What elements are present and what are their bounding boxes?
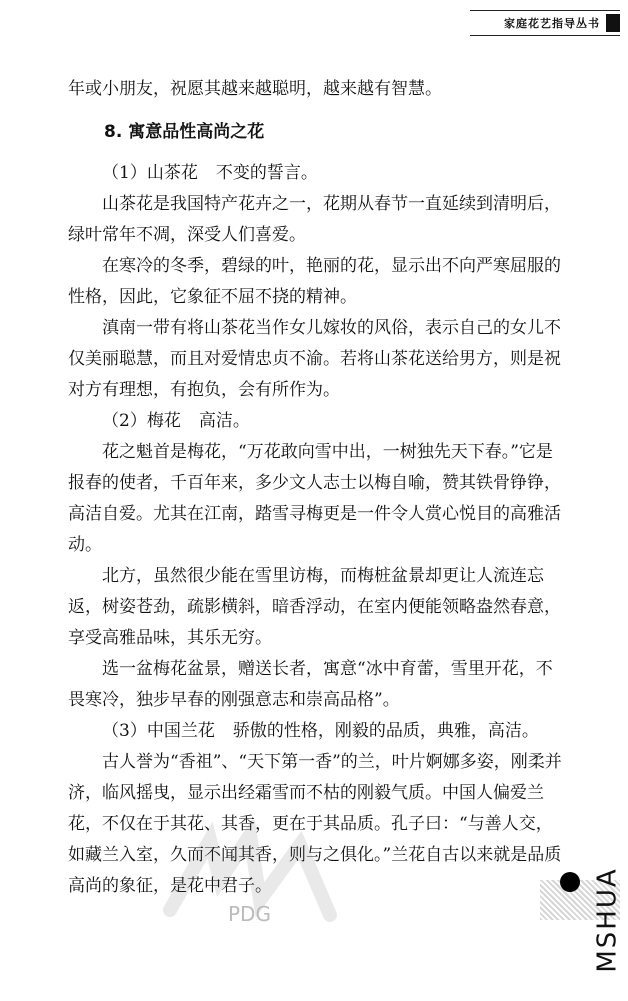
- paragraph: 古人誉为“香祖”、“天下第一香”的兰，叶片婀娜多姿，刚柔并济，临风摇曳，显示出经霜雪而不枯的刚毅气质。中国人偏爱兰花，不仅在于其花、其香，更在于其品质。孔子曰：“与善人交，如藏兰入室，久而不闻其香，则与之俱化。”兰花自古以来就是品质高尚的象征，是花中君子。: [68, 752, 562, 896]
- item-heading-orchid: [68, 716, 568, 747]
- scan-mark-text: MSHUA: [593, 867, 623, 973]
- item-label: （1）山茶花: [102, 163, 198, 183]
- item-heading-camellia: [68, 158, 568, 189]
- paragraph: 选一盆梅花盆景，赠送长者，寓意“冰中育蕾，雪里开花，不畏寒冷，独步早春的刚强意志和崇高品格”。: [68, 659, 553, 710]
- scan-mark: [588, 840, 628, 1000]
- page-body: [68, 74, 568, 902]
- series-title: 家庭花艺指导丛书: [504, 17, 600, 30]
- section-heading: 8. 寓意品性高尚之花: [104, 122, 265, 142]
- watermark-text: PDG: [228, 902, 271, 926]
- item-label: （3）中国兰花: [102, 721, 215, 741]
- page-marker-dot: [560, 872, 580, 892]
- paragraph: 北方，虽然很少能在雪里访梅，而梅桩盆景却更让人流连忘返，树姿苍劲，疏影横斜，暗香浮动，在室内便能领略盎然春意，享受高雅品味，其乐无穷。: [68, 566, 561, 648]
- item-meaning: 高洁。: [198, 411, 250, 431]
- item-label: （2）梅花: [102, 411, 181, 431]
- paragraph: 滇南一带有将山茶花当作女儿嫁妆的风俗，表示自己的女儿不仅美丽聪慧，而且对爱情忠贞不渝。若将山茶花送给男方，则是祝对方有理想，有抱负，会有所作为。: [68, 318, 561, 400]
- item-meaning: 不变的誓言。: [215, 163, 318, 183]
- paragraph: 在寒冷的冬季，碧绿的叶，艳丽的花，显示出不向严寒屈服的性格，因此，它象征不屈不挠的精神。: [68, 256, 561, 307]
- paragraph: 花之魁首是梅花，“万花敢向雪中出，一树独先天下春。”它是报春的使者，千百年来，多少文人志士以梅自喻，赞其铁骨铮铮，高洁自爱。尤其在江南，踏雪寻梅更是一件令人赏心悦目的高雅活动。: [68, 442, 561, 555]
- series-header: [470, 10, 620, 36]
- header-tab-block: [606, 14, 620, 32]
- item-heading-plum: [68, 406, 568, 437]
- item-meaning: 骄傲的性格，刚毅的品质，典雅，高洁。: [232, 721, 539, 741]
- continuation-text: 年或小朋友，祝愿其越来越聪明，越来越有智慧。: [68, 79, 442, 99]
- paragraph: 山茶花是我国特产花卉之一，花期从春节一直延续到清明后，绿叶常年不凋，深受人们喜爱。: [68, 194, 561, 245]
